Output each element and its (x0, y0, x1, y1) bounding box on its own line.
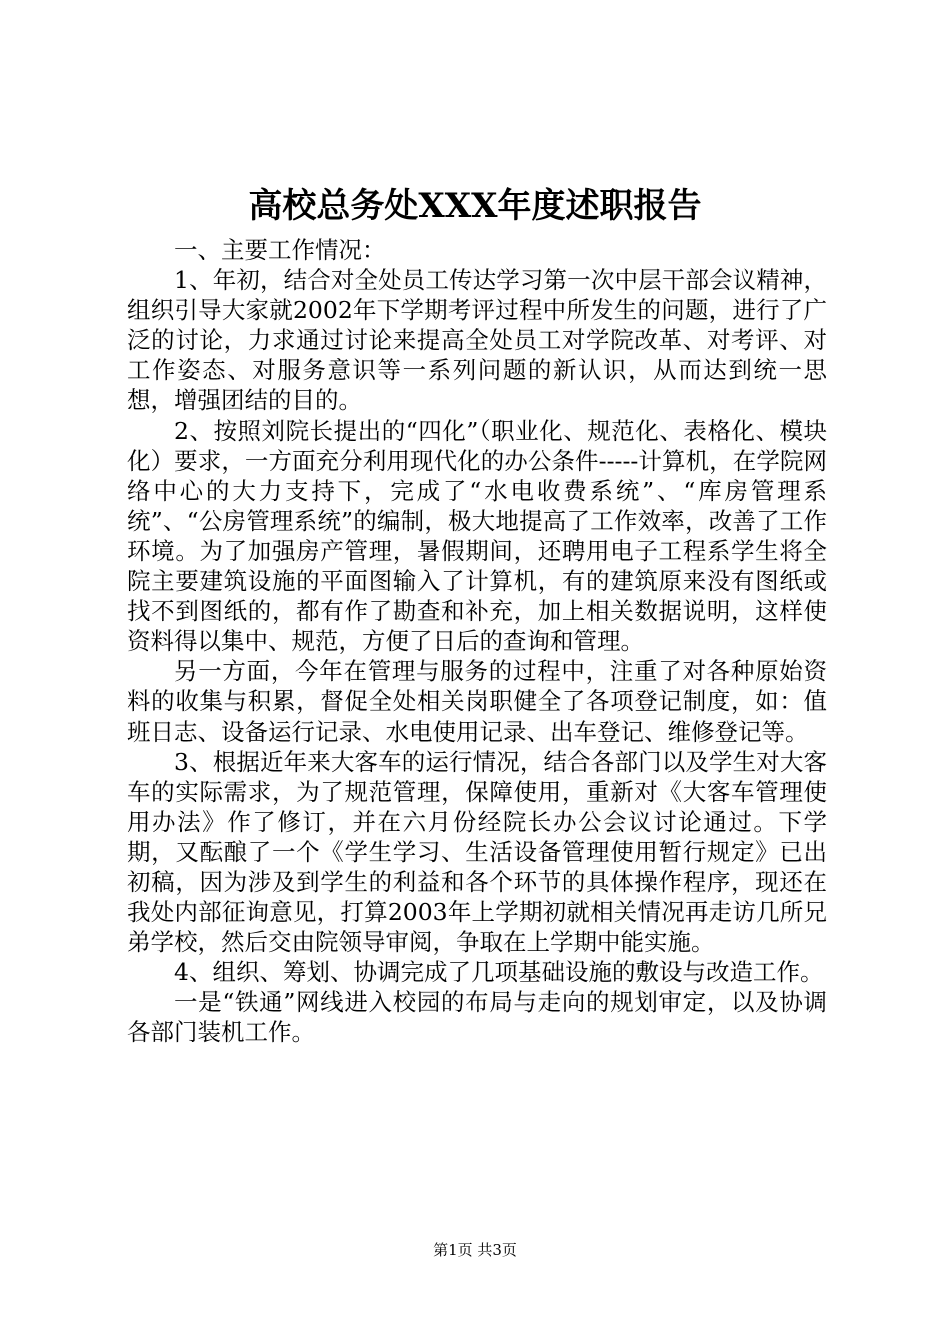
paragraph-item-2: 2、按照刘院长提出的“四化”（职业化、规范化、表格化、模块化）要求，一方面充分利用现代化的办公条件-----计算机，在学院网络中心的大力支持下，完成了“水电收费系统”、“库房管理系统”、“公房管理系统”的编制，极大地提高了工作效率，改善了工作环境。为了加强房产管理，暑假期间，还聘用电子工程系学生将全院主要建筑设施的平面图输入了计算机，有的建筑原来没有图纸或找不到图纸的，都有作了勘查和补充，加上相关数据说明，这样使资料得以集中、规范，方便了日后的查询和管理。 (127, 416, 827, 656)
paragraph-item-4-sub-1: 一是“铁通”网线进入校园的布局与走向的规划审定，以及协调各部门装机工作。 (127, 988, 827, 1047)
paragraph-section-heading: 一、主要工作情况： (174, 236, 386, 264)
paragraph-item-3: 3、根据近年来大客车的运行情况，结合各部门以及学生对大客车的实际需求，为了规范管理，保障使用，重新对《大客车管理使用办法》作了修订，并在六月份经院长办公会议讨论通过。下学期，又酝酿了一个《学生学习、生活设备管理使用暂行规定》已出初稿，因为涉及到学生的利益和各个环节的具体操作程序，现还在我处内部征询意见，打算2003年上学期初就相关情况再走访几所兄弟学校，然后交由院领导审阅，争取在上学期中能实施。 (127, 747, 827, 957)
paragraph-item-1: 1、年初，结合对全处员工传达学习第一次中层干部会议精神，组织引导大家就2002年下学期考评过程中所发生的问题，进行了广泛的讨论，力求通过讨论来提高全处员工对学院改革、对考评、对工作姿态、对服务意识等一系列问题的新认识，从而达到统一思想，增强团结的目的。 (127, 266, 827, 415)
page-number-footer: 第1页 共3页 (433, 1241, 517, 1259)
paragraph-item-2-continued: 另一方面，今年在管理与服务的过程中，注重了对各种原始资料的收集与积累，督促全处相关岗职健全了各项登记制度，如：值班日志、设备运行记录、水电使用记录、出车登记、维修登记等。 (127, 657, 827, 746)
document-body (127, 235, 827, 1048)
paragraph-item-4: 4、组织、筹划、协调完成了几项基础设施的敷设与改造工作。 (174, 958, 824, 987)
document-title: 高校总务处XXX年度述职报告 (248, 186, 702, 226)
